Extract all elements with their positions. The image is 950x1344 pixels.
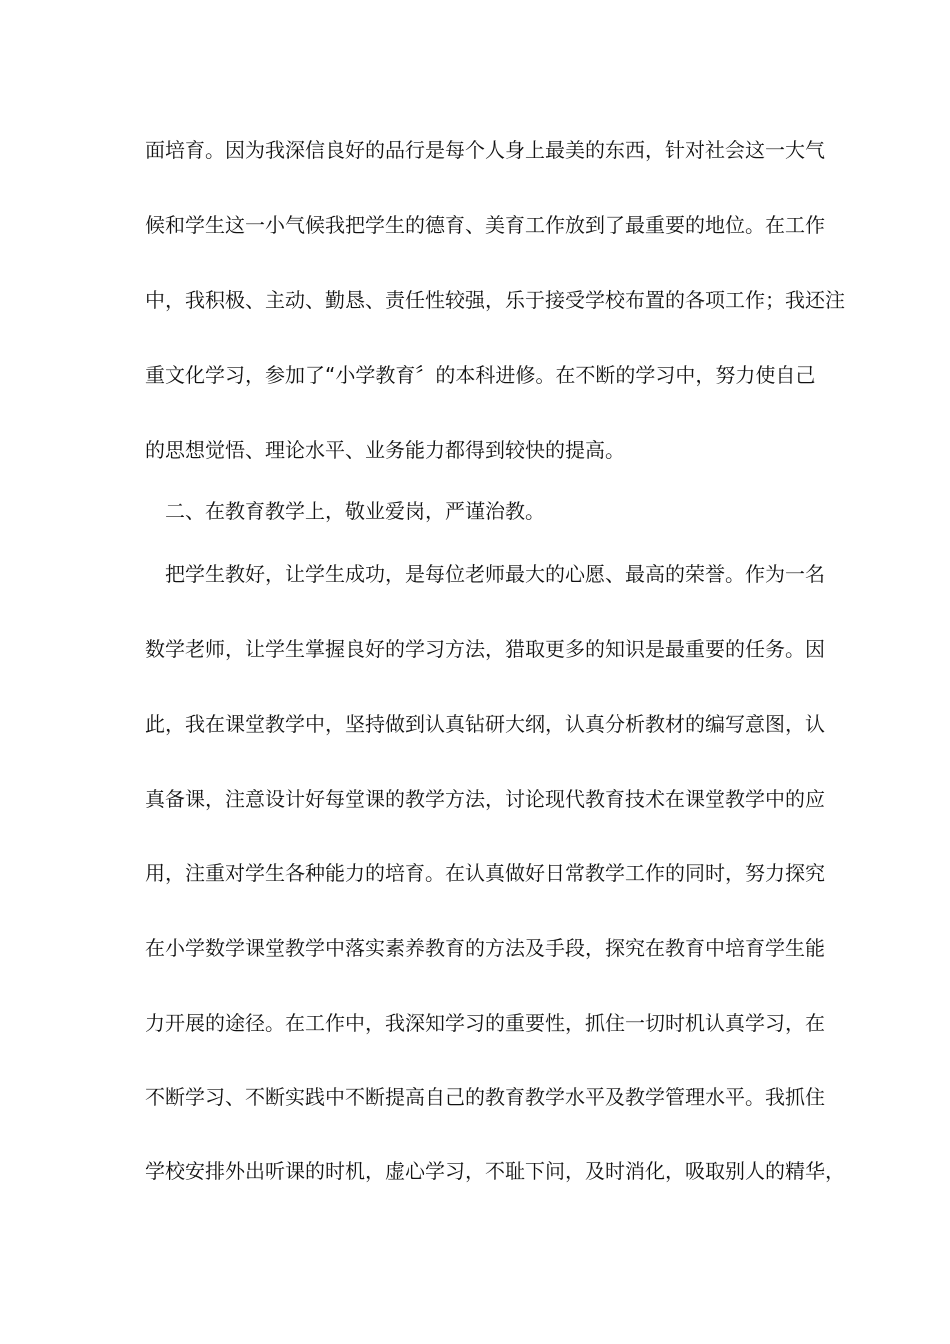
text-line: 数学老师，让学生掌握良好的学习方法，猎取更多的知识是最重要的任务。因	[145, 637, 825, 661]
text-line: 力开展的途径。在工作中，我深知学习的重要性，抓住一切时机认真学习，在	[145, 1011, 825, 1035]
text-line: 重文化学习，参加了“小学教育〞的本科进修。在不断的学习中，努力使自己	[145, 363, 816, 387]
text-line: 把学生教好，让学生成功，是每位老师最大的心愿、最高的荣誉。作为一名	[165, 562, 825, 586]
text-line: 此，我在课堂教学中，坚持做到认真钻研大纲，认真分析教材的编写意图，认	[145, 712, 825, 736]
text-line: 用，注重对学生各种能力的培育。在认真做好日常教学工作的同时，努力探究	[145, 861, 825, 885]
text-line: 真备课，注意设计好每堂课的教学方法，讨论现代教育技术在课堂教学中的应	[145, 787, 825, 811]
section-heading: 二、在教育教学上，敬业爱岗，严谨治教。	[165, 499, 545, 523]
text-line: 不断学习、不断实践中不断提高自己的教育教学水平及教学管理水平。我抓住	[145, 1085, 825, 1109]
text-line: 面培育。因为我深信良好的品行是每个人身上最美的东西，针对社会这一大气	[145, 138, 825, 162]
text-line: 候和学生这一小气候我把学生的德育、美育工作放到了最重要的地位。在工作	[145, 213, 825, 237]
text-line: 中，我积极、主动、勤恳、责任性较强，乐于接受学校布置的各项工作；我还注	[145, 288, 845, 312]
text-line: 在小学数学课堂教学中落实素养教育的方法及手段，探究在教育中培育学生能	[145, 936, 825, 960]
text-line: 学校安排外出听课的时机，虚心学习，不耻下问，及时消化，吸取别人的精华，	[145, 1159, 845, 1183]
text-line: 的思想觉悟、理论水平、业务能力都得到较快的提高。	[145, 438, 625, 462]
